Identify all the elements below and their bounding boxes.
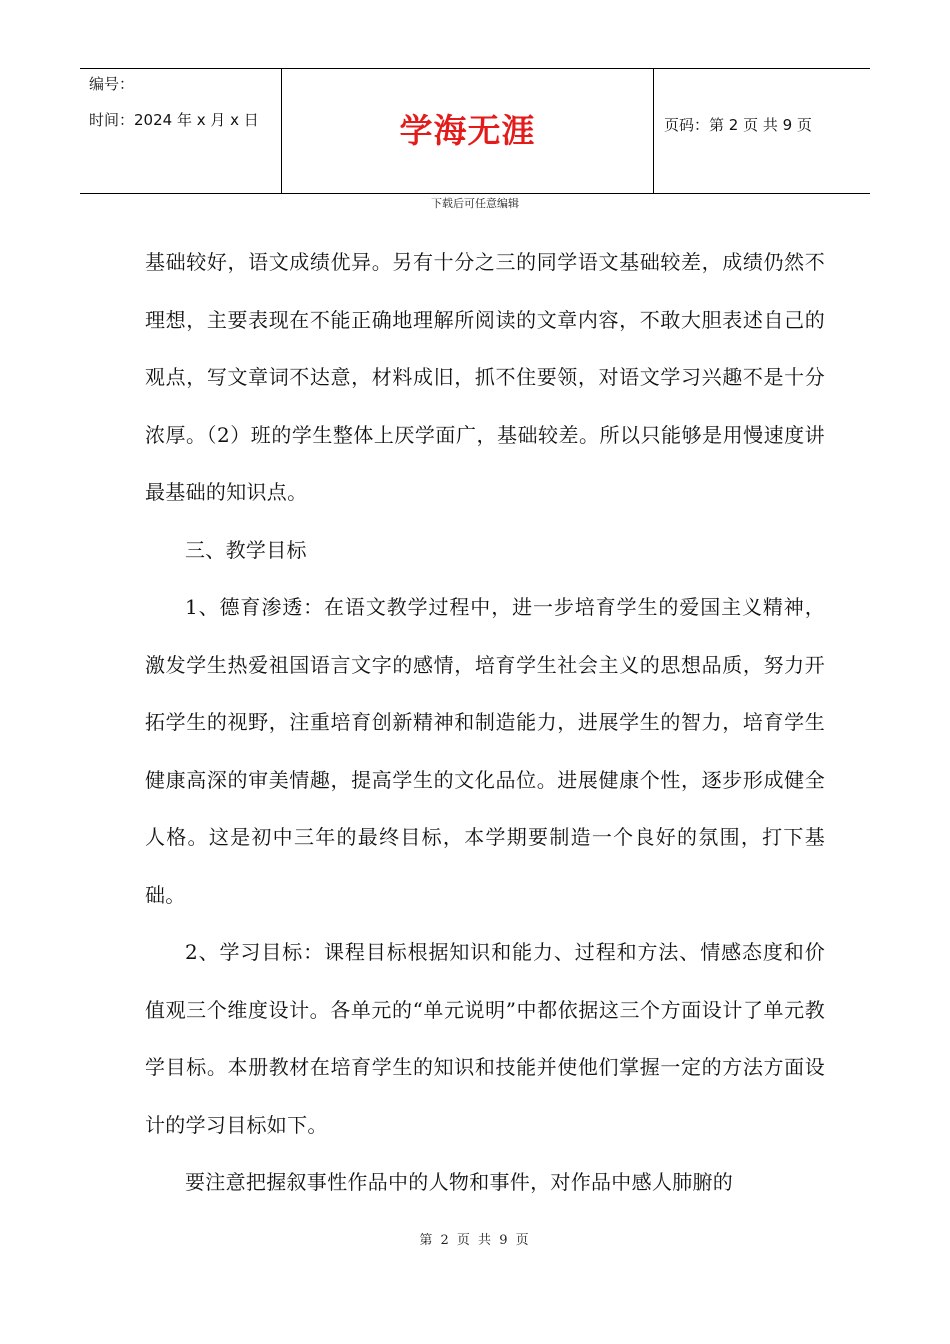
page-footer: 第 2 页 共 9 页 — [419, 1233, 531, 1248]
page-number-label: 页码：第 2 页 共 9 页 — [664, 116, 812, 134]
document-time-label: 时间：2024 年 x 月 x 日 — [89, 111, 259, 129]
section-heading: 三、教学目标 — [185, 537, 307, 562]
paragraph-narrative-works: 要注意把握叙事性作品中的人物和事件，对作品中感人肺腑的 — [185, 1170, 734, 1194]
paragraph-moral-education: 1、德育渗透：在语文教学过程中，进一步培育学生的爱国主义精神，激发学生热爱祖国语言文字的感情，培育学生社会主义的思想品质，努力开拓学生的视野，注重培育创新精神和制造能力，进展学生的智力，培育学生健康高深的审美情趣，提高学生的文化品位。进展健康个性，逐步形成健全人格。这是初中三年的最终目标，本学期要制造一个良好的氛围，打下基础。 — [145, 595, 825, 907]
header-middle-cell — [281, 69, 654, 193]
paragraph-learning-goals: 2、学习目标：课程目标根据知识和能力、过程和方法、情感态度和价值观三个维度设计。各单元的“单元说明”中都依据这三个方面设计了单元教学目标。本册教材在培育学生的知识和技能并使他们掌握一定的方法方面设计的学习目标如下。 — [145, 940, 825, 1137]
document-body — [145, 234, 825, 1212]
header-left-cell — [80, 69, 281, 193]
editable-note: 下载后可任意编辑 — [431, 197, 519, 210]
brand-title: 学海无涯 — [399, 111, 536, 150]
document-header — [80, 68, 870, 194]
paragraph-continuation: 基础较好，语文成绩优异。另有十分之三的同学语文基础较差，成绩仍然不理想，主要表现在不能正确地理解所阅读的文章内容，不敢大胆表述自己的观点，写文章词不达意，材料成旧，抓不住要领，对语文学习兴趣不是十分浓厚。（2）班的学生整体上厌学面广，基础较差。所以只能够是用慢速度讲最基础的知识点。 — [145, 250, 825, 504]
document-number-label: 编号： — [89, 75, 135, 93]
header-right-cell — [654, 69, 870, 193]
